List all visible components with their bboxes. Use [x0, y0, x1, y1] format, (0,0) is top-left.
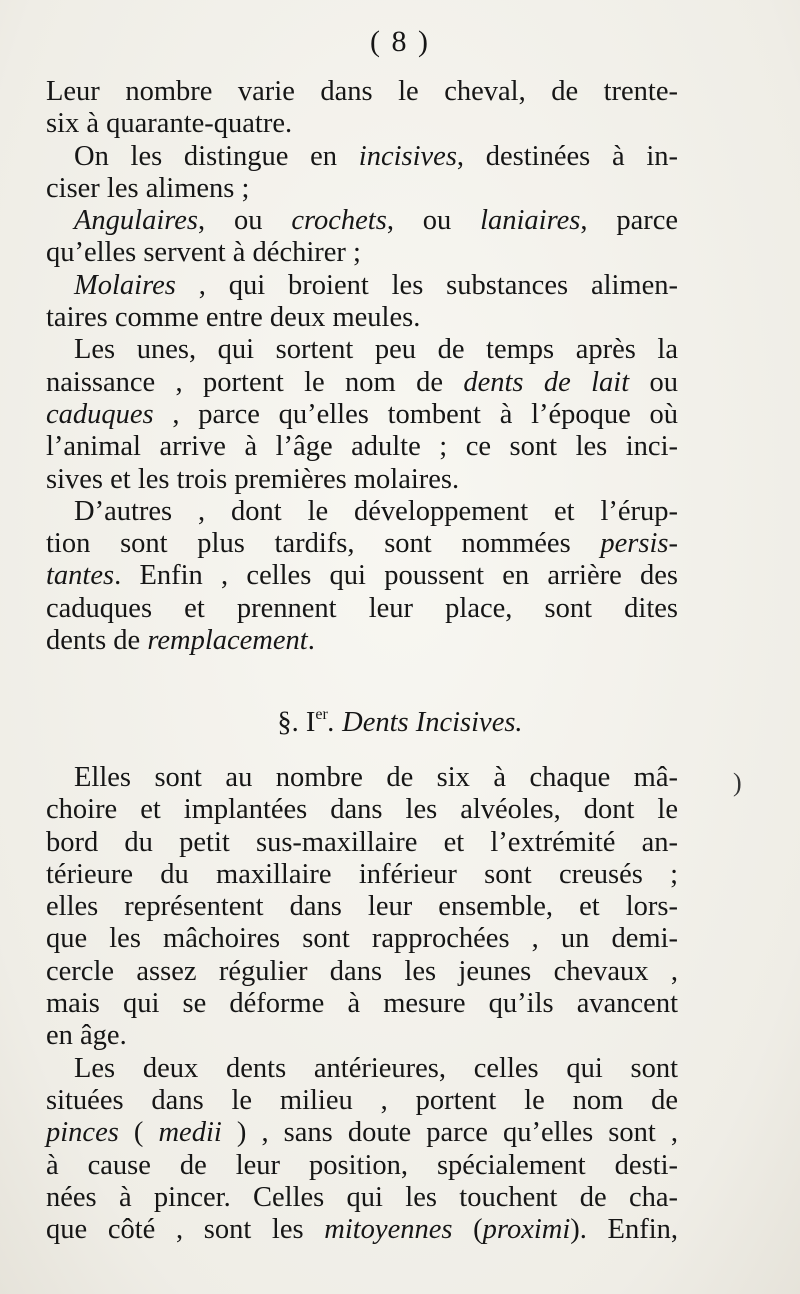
italic-text: dents de lait — [463, 366, 630, 398]
text-line — [46, 1020, 678, 1052]
text-line — [46, 923, 678, 955]
italic-text: medii — [158, 1117, 222, 1149]
text-run: ou — [629, 366, 678, 398]
text-run: bord du petit sus-maxillaire et l’extrémité an- — [46, 826, 678, 858]
text-run: térieure du maxillaire inférieur sont creusés ; — [46, 858, 678, 890]
text-run: caduques et prennent leur place, sont dites — [46, 592, 678, 624]
text-run: ( — [118, 1117, 159, 1149]
text-line — [46, 1150, 678, 1182]
text-run: elles représentent dans leur ensemble, et lors- — [46, 891, 678, 923]
text-line — [46, 988, 678, 1020]
text-run: en âge. — [46, 1020, 127, 1052]
text-run: choire et implantées dans les alvéoles, dont le — [46, 794, 678, 826]
text-run: ) , sans doute parce qu’elles sont , — [221, 1117, 678, 1149]
text-line — [46, 762, 678, 794]
text-line — [46, 891, 678, 923]
text-run: tion sont plus tardifs, sont nommées — [46, 528, 601, 560]
text-line — [46, 956, 678, 988]
text-line — [46, 1085, 678, 1117]
text-run: ciser les alimens ; — [46, 172, 250, 204]
text-line — [46, 625, 678, 657]
text-line — [46, 859, 678, 891]
text-line — [46, 76, 678, 108]
text-run: Leur nombre varie dans le cheval, de trente- — [46, 76, 678, 107]
text-line — [46, 367, 678, 399]
text-run: que côté , sont les — [46, 1214, 325, 1246]
text-line — [46, 302, 678, 334]
text-run: cercle assez régulier dans les jeunes chevaux , — [46, 955, 678, 987]
italic-text: caduques — [46, 398, 154, 430]
text-run: taires comme entre deux meules. — [46, 302, 421, 334]
text-line — [46, 237, 678, 269]
text-run: . — [307, 625, 315, 657]
text-run: que les mâchoires sont rapprochées , un demi- — [46, 923, 678, 955]
text-line — [46, 496, 678, 528]
text-line — [46, 1053, 678, 1085]
text-run: ( — [452, 1214, 483, 1246]
section-title: . Dents Incisives. — [327, 707, 523, 738]
italic-text: incisives — [358, 140, 457, 172]
text-run: situées dans le milieu , portent le nom de — [46, 1084, 678, 1116]
text-line — [46, 1214, 678, 1246]
text-run: mais qui se déforme à mesure qu’ils avancent — [46, 988, 678, 1020]
text-line — [46, 1182, 678, 1214]
italic-text: proximi — [482, 1214, 571, 1246]
italic-text: tantes — [46, 560, 115, 592]
text-line — [46, 794, 678, 826]
text-run: dents de — [46, 625, 148, 657]
text-run: , destinées à in- — [456, 140, 678, 172]
text-line — [46, 270, 678, 302]
text-line — [46, 464, 678, 496]
text-line — [46, 205, 678, 237]
text-line — [46, 560, 678, 592]
text-run: sives et les trois premières molaires. — [46, 463, 460, 495]
italic-text: laniaires — [480, 205, 581, 237]
text-line — [46, 399, 678, 431]
italic-text: remplacement — [147, 625, 308, 657]
text-line — [46, 141, 678, 173]
text-line — [46, 827, 678, 859]
text-run: Les deux dents antérieures, celles qui sont — [74, 1052, 678, 1084]
italic-text: persis- — [600, 528, 678, 560]
text-line — [46, 108, 678, 140]
text-run: D’autres , dont le développement et l’érup- — [74, 495, 678, 527]
text-run: , ou — [198, 205, 292, 237]
text-line — [46, 334, 678, 366]
section-sup: er — [315, 706, 328, 723]
text-run: . Enfin , celles qui poussent en arrière des — [114, 560, 678, 592]
italic-text: crochets — [291, 205, 387, 237]
text-line — [46, 528, 678, 560]
text-line — [46, 593, 678, 625]
text-run: Les unes, qui sortent peu de temps après la — [74, 334, 678, 366]
italic-text: Angulaires — [74, 205, 199, 237]
text-line — [46, 173, 678, 205]
text-run: six à quarante-quatre. — [46, 108, 293, 140]
text-run: On les distingue en — [74, 140, 359, 172]
italic-text: pinces — [46, 1117, 119, 1149]
text-line — [46, 431, 678, 463]
text-run: ). Enfin, — [570, 1214, 678, 1246]
text-run: , qui broient les substances alimen- — [175, 269, 678, 301]
text-run: naissance , portent le nom de — [46, 366, 464, 398]
text-run: , parce — [580, 205, 679, 237]
text-block-intro — [46, 76, 678, 657]
text-run: nées à pincer. Celles qui les touchent de cha- — [46, 1181, 678, 1213]
page-number: ( 8 ) — [370, 25, 430, 58]
margin-mark: ) — [733, 768, 742, 797]
text-run: , parce qu’elles tombent à l’époque où — [153, 398, 678, 430]
text-run: qu’elles servent à déchirer ; — [46, 237, 361, 269]
italic-text: mitoyennes — [324, 1214, 453, 1246]
text-block-incisives — [46, 762, 678, 1246]
section-heading — [0, 697, 800, 741]
text-run: Elles sont au nombre de six à chaque mâ- — [74, 762, 678, 793]
text-run: à cause de leur position, spécialement desti- — [46, 1149, 678, 1181]
italic-text: Molaires — [74, 269, 176, 301]
text-run: , ou — [386, 205, 481, 237]
text-run: l’animal arrive à l’âge adulte ; ce sont les inci- — [46, 431, 678, 463]
section-prefix: §. I — [277, 707, 316, 738]
text-line — [46, 1117, 678, 1149]
